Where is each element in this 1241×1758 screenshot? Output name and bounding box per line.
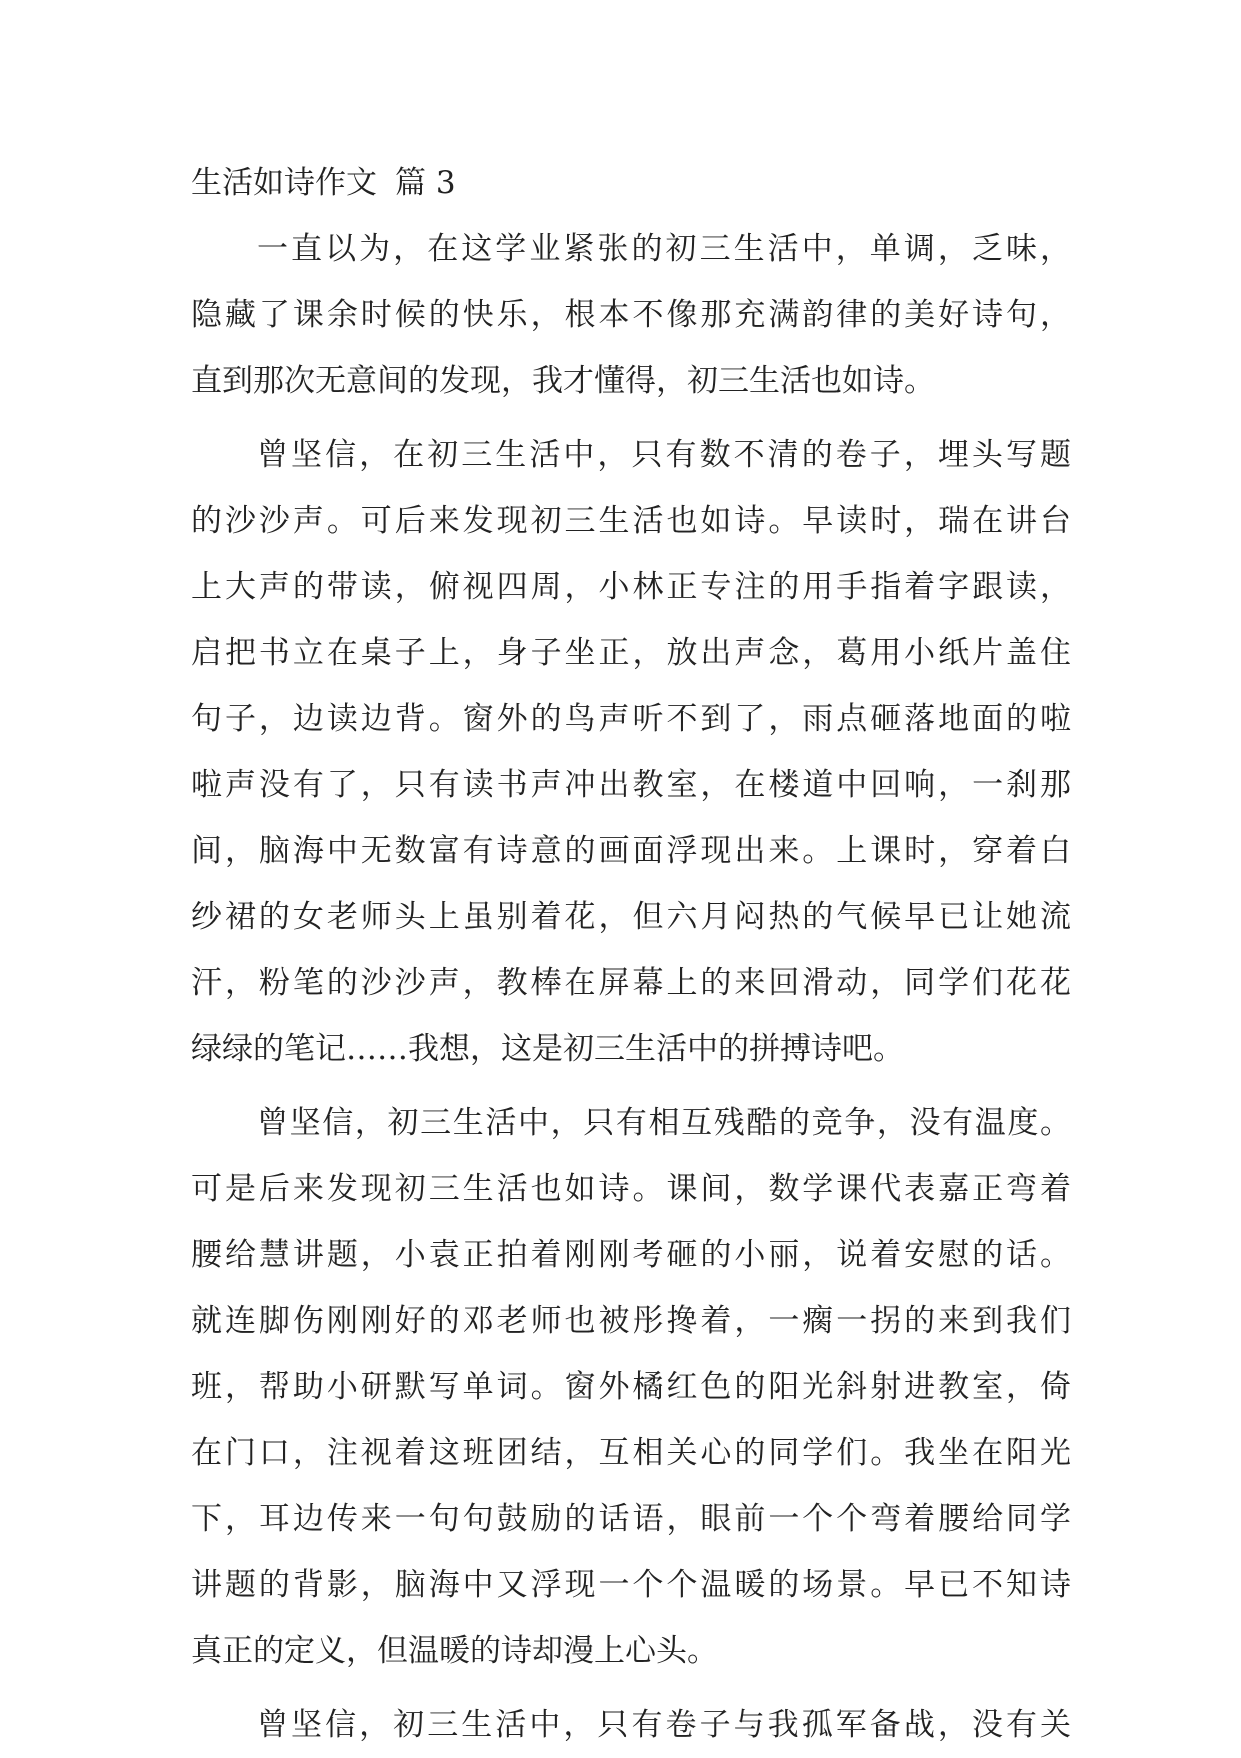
essay-body [191, 158, 1071, 1758]
paragraph-line: 曾坚信，初三生活中，只有卷子与我孤军备战，没有关 [257, 1707, 1071, 1743]
paragraph-line: 真正的定义，但温暖的诗却漫上心头。 [191, 1633, 718, 1669]
paragraph-line: 就连脚伤刚刚好的邓老师也被彤搀着，一瘸一拐的来到我们 [191, 1303, 1071, 1339]
paragraph-line: 直到那次无意间的发现，我才懂得，初三生活也如诗。 [191, 363, 935, 399]
paragraph-4 [191, 1692, 1071, 1758]
paragraph-line: 启把书立在桌子上，身子坐正，放出声念，葛用小纸片盖住 [191, 635, 1071, 671]
essay-title-text: 生活如诗作文 [191, 165, 377, 201]
paragraph-1 [191, 216, 1071, 414]
paragraph-line: 句子，边读边背。窗外的鸟声听不到了，雨点砸落地面的啦 [191, 701, 1071, 737]
paragraph-line: 啦声没有了，只有读书声冲出教室，在楼道中回响，一刹那 [191, 767, 1071, 803]
paragraph-line: 一直以为，在这学业紧张的初三生活中，单调，乏味， [257, 231, 1071, 267]
paragraph-line: 在门口，注视着这班团结，互相关心的同学们。我坐在阳光 [191, 1435, 1071, 1471]
paragraph-line: 上大声的带读，俯视四周，小林正专注的用手指着字跟读， [191, 569, 1071, 605]
paragraph-line: 下，耳边传来一句句鼓励的话语，眼前一个个弯着腰给同学 [191, 1501, 1071, 1537]
paragraph-line: 曾坚信，初三生活中，只有相互残酷的竞争，没有温度。 [257, 1105, 1071, 1141]
paragraph-2 [191, 422, 1071, 1082]
paragraph-line: 讲题的背影，脑海中又浮现一个个温暖的场景。早已不知诗 [191, 1567, 1071, 1603]
paragraph-line: 纱裙的女老师头上虽别着花，但六月闷热的气候早已让她流 [191, 899, 1071, 935]
paragraph-line: 班，帮助小研默写单词。窗外橘红色的阳光斜射进教室，倚 [191, 1369, 1071, 1405]
paragraph-line: 绿绿的笔记……我想，这是初三生活中的拼搏诗吧。 [191, 1031, 904, 1067]
paragraph-line: 间，脑海中无数富有诗意的画面浮现出来。上课时，穿着白 [191, 833, 1071, 869]
essay-title [191, 158, 1071, 208]
section-label: 篇 3 [395, 165, 456, 201]
paragraph-3 [191, 1090, 1071, 1684]
paragraph-line: 的沙沙声。可后来发现初三生活也如诗。早读时，瑞在讲台 [191, 503, 1071, 539]
paragraph-line: 腰给慧讲题，小袁正拍着刚刚考砸的小丽，说着安慰的话。 [191, 1237, 1071, 1273]
paragraph-line: 可是后来发现初三生活也如诗。课间，数学课代表嘉正弯着 [191, 1171, 1071, 1207]
paragraph-line: 隐藏了课余时候的快乐，根本不像那充满韵律的美好诗句， [191, 297, 1071, 333]
paragraph-line: 曾坚信，在初三生活中，只有数不清的卷子，埋头写题 [257, 437, 1071, 473]
paragraph-line: 汗，粉笔的沙沙声，教棒在屏幕上的来回滑动，同学们花花 [191, 965, 1071, 1001]
